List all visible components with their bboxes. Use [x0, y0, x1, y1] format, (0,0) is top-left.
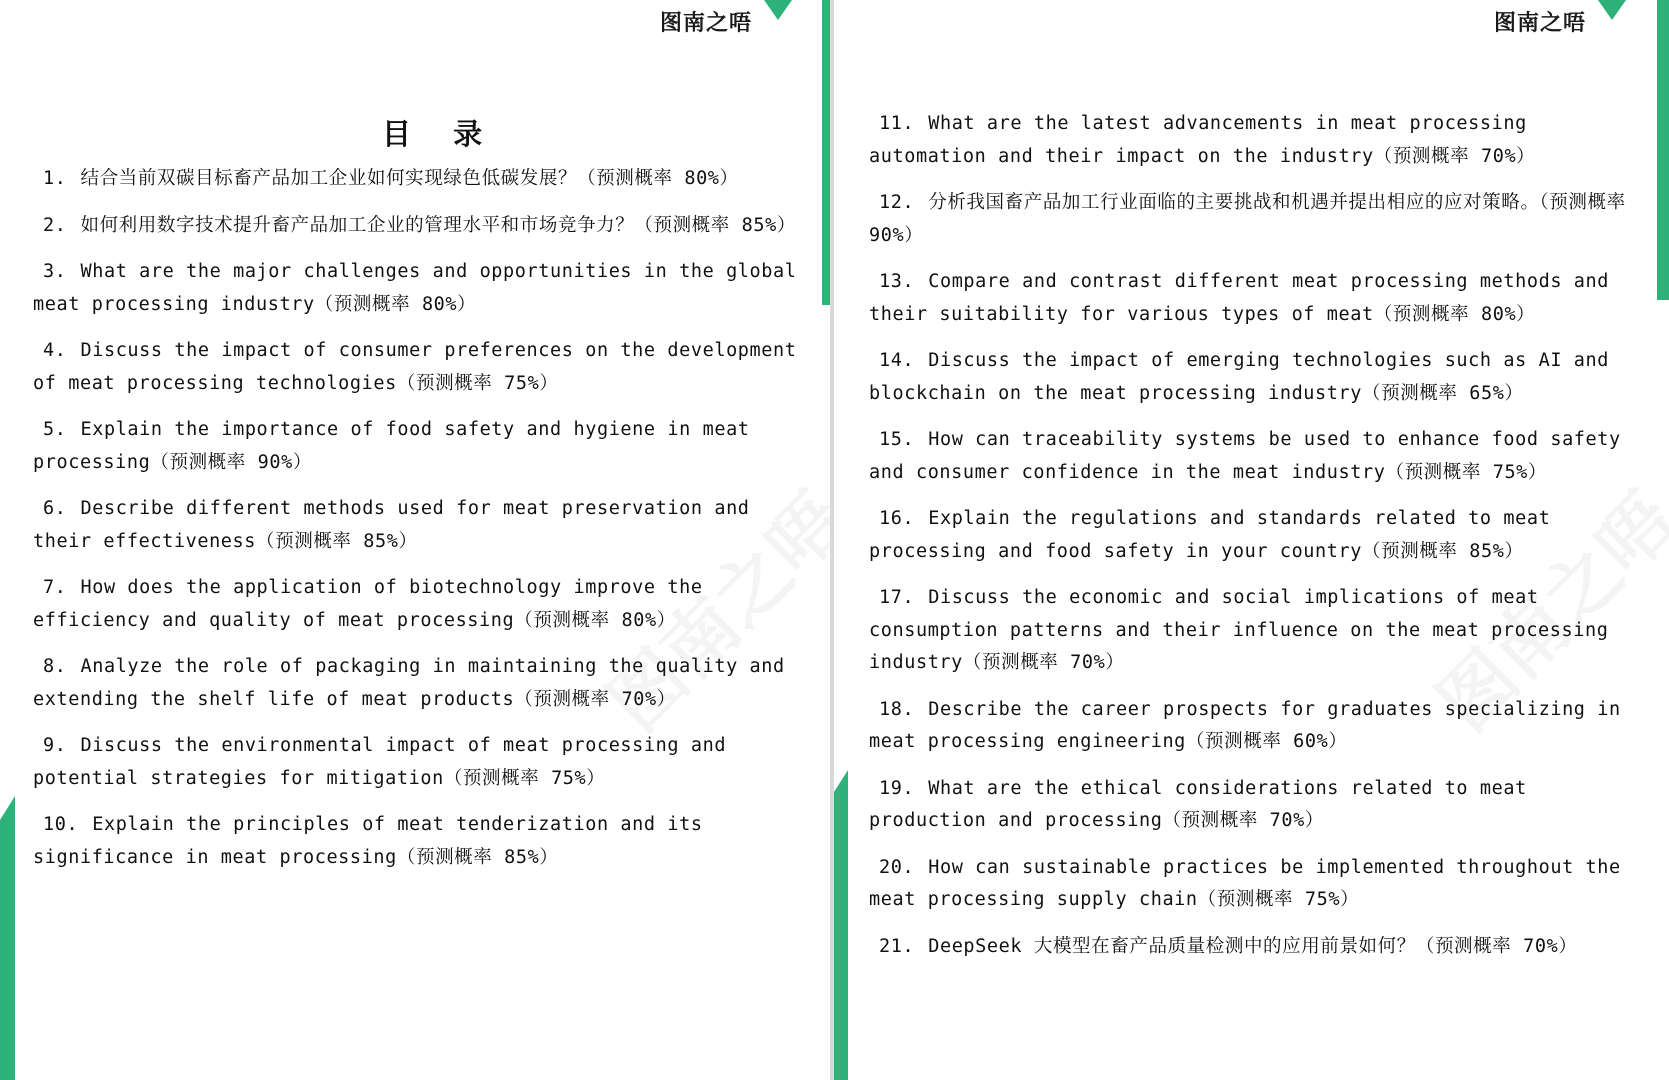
- toc-item: [869, 852, 1649, 917]
- green-accent-bar: [0, 796, 15, 1080]
- toc-item-text: Discuss the impact of consumer preferences on the development of meat processing technologies（预测概率 75%）: [33, 340, 797, 394]
- toc-item: [33, 730, 798, 795]
- toc-item: [33, 651, 798, 716]
- toc-item-number: 9.: [43, 735, 67, 756]
- toc-list-left: [33, 163, 798, 888]
- toc-item: [33, 493, 798, 558]
- toc-item: [33, 256, 798, 321]
- toc-item-number: 19.: [879, 777, 915, 799]
- toc-item-number: 11.: [879, 113, 915, 134]
- toc-item: [33, 809, 798, 874]
- toc-item-text: Discuss the impact of emerging technologies such as AI and blockchain on the meat processing industry（预测概率 65%）: [869, 350, 1610, 404]
- toc-item-text: What are the major challenges and opportunities in the global meat processing industry（预测概率 80%）: [33, 261, 797, 315]
- brand-logo-text: 图南之唔: [660, 11, 753, 36]
- green-triangle-icon: [1598, 0, 1626, 20]
- toc-item-number: 21.: [879, 935, 915, 957]
- toc-item: [869, 108, 1649, 173]
- toc-item-number: 2.: [43, 214, 67, 236]
- toc-item-number: 4.: [43, 340, 67, 361]
- toc-item: [869, 503, 1649, 568]
- toc-item-text: 结合当前双碳目标畜产品加工企业如何实现绿色低碳发展？（预测概率 80%）: [80, 168, 739, 189]
- toc-item-text: Explain the regulations and standards related to meat processing and food safety in your country（预测概率 85%）: [869, 508, 1551, 562]
- toc-item: [869, 582, 1649, 680]
- toc-item-text: What are the ethical considerations related to meat production and processing（预测概率 70%）: [869, 777, 1527, 831]
- toc-item-text: Describe different methods used for meat preservation and their effectiveness（预测概率 85%）: [33, 498, 750, 552]
- toc-item-text: Discuss the environmental impact of meat processing and potential strategies for mitigation（预测概率 75%）: [33, 735, 727, 789]
- toc-item-number: 7.: [43, 577, 67, 598]
- toc-item-text: Explain the principles of meat tenderization and its significance in meat processing（预测概率 85%）: [33, 814, 703, 868]
- toc-item: [869, 424, 1649, 489]
- toc-item-number: 5.: [43, 419, 67, 440]
- toc-item-text: Discuss the economic and social implications of meat consumption patterns and their influence on the meat processing industry（预测概率 70%）: [869, 587, 1609, 673]
- toc-item-number: 10.: [43, 814, 79, 835]
- toc-item: [869, 187, 1649, 252]
- toc-item: [33, 163, 798, 196]
- toc-item-text: Compare and contrast different meat processing methods and their suitability for various types of meat（预测概率 80%）: [869, 271, 1610, 325]
- brand-logo-text: 图南之唔: [1494, 11, 1587, 36]
- toc-item: [869, 773, 1649, 838]
- green-triangle-icon: [764, 0, 792, 20]
- toc-item: [33, 572, 798, 637]
- toc-item-text: How does the application of biotechnology improve the efficiency and quality of meat processing（预测概率 80%）: [33, 577, 703, 631]
- toc-item: [869, 266, 1649, 331]
- toc-item: [869, 931, 1649, 964]
- toc-item: [869, 694, 1649, 759]
- toc-item-text: Describe the career prospects for graduates specializing in meat processing engineering（预测概率 60%）: [869, 698, 1621, 752]
- toc-item-text: 分析我国畜产品加工行业面临的主要挑战和机遇并提出相应的应对策略。（预测概率 90%）: [869, 192, 1626, 246]
- toc-item-number: 12.: [879, 192, 915, 213]
- toc-item: [33, 335, 798, 400]
- green-accent-bar: [1657, 0, 1669, 300]
- toc-item-text: 如何利用数字技术提升畜产品加工企业的管理水平和市场竞争力？（预测概率 85%）: [80, 214, 796, 236]
- toc-item-number: 18.: [879, 698, 915, 720]
- toc-item: [33, 414, 798, 479]
- toc-item-text: DeepSeek 大模型在畜产品质量检测中的应用前景如何？（预测概率 70%）: [928, 935, 1578, 957]
- toc-item-number: 13.: [879, 271, 915, 292]
- toc-item-text: What are the latest advancements in meat processing automation and their impact on the industry（预测概率 70%）: [869, 113, 1536, 167]
- page-title: 目 录: [382, 117, 499, 151]
- toc-item-number: 15.: [879, 429, 915, 450]
- toc-item-number: 3.: [43, 261, 67, 282]
- toc-item: [33, 210, 798, 243]
- toc-item-text: Analyze the role of packaging in maintaining the quality and extending the shelf life of meat products（预测概率 70%）: [33, 656, 785, 710]
- toc-item-text: How can traceability systems be used to enhance food safety and consumer confidence in the meat industry（预测概率 75%）: [869, 429, 1621, 483]
- toc-list-right: [869, 108, 1649, 977]
- toc-item-number: 14.: [879, 350, 915, 371]
- toc-item-number: 8.: [43, 656, 67, 677]
- toc-item-number: 17.: [879, 587, 915, 608]
- toc-item-number: 6.: [43, 498, 67, 519]
- toc-item-text: Explain the importance of food safety and hygiene in meat processing（预测概率 90%）: [33, 419, 750, 473]
- toc-item-number: 16.: [879, 508, 915, 529]
- toc-item-number: 1.: [43, 168, 67, 189]
- left-page: [0, 0, 830, 1080]
- toc-item: [869, 345, 1649, 410]
- green-accent-bar: [822, 0, 830, 305]
- green-accent-bar: [834, 770, 848, 1080]
- toc-item-text: How can sustainable practices be implemented throughout the meat processing supply chain（预测概率 75%）: [869, 856, 1621, 910]
- toc-item-number: 20.: [879, 856, 915, 878]
